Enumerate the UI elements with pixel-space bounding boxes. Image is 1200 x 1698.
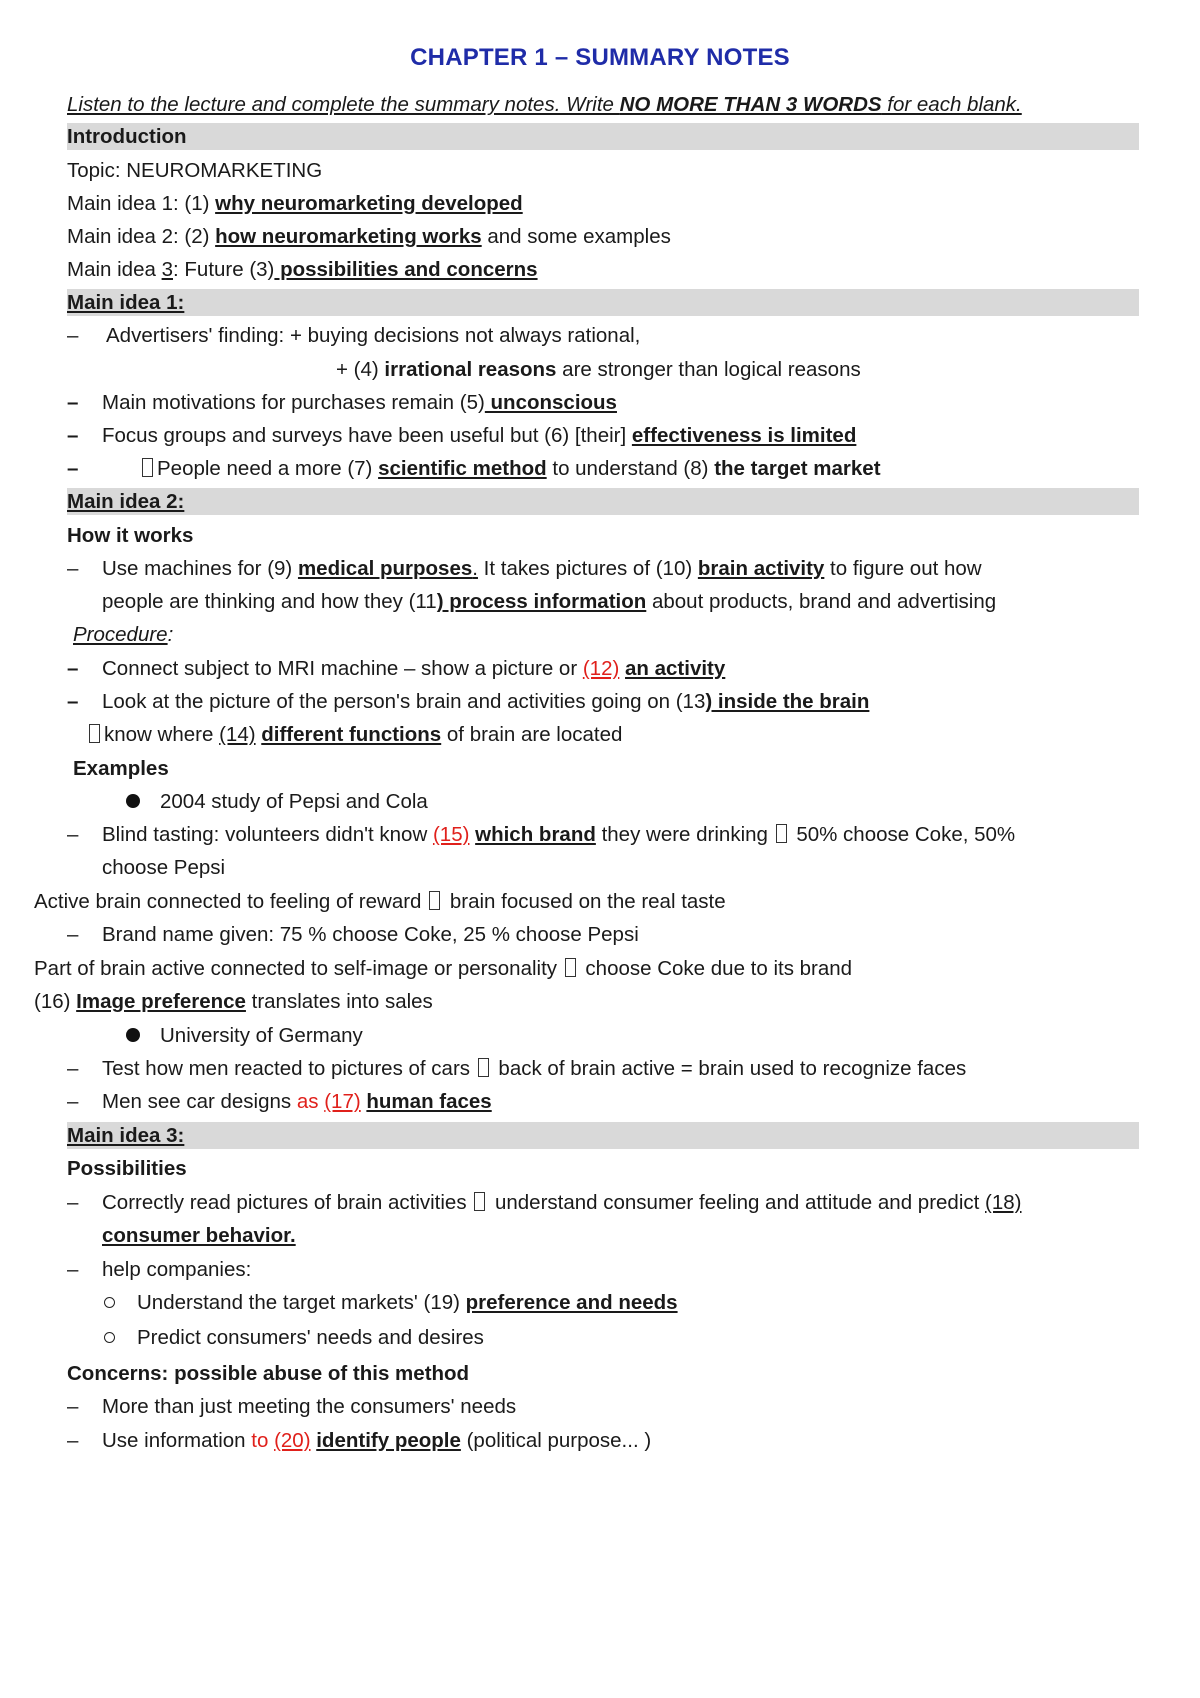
main2-line2: people are thinking and how they (11) process information about products, brand and advertising — [102, 590, 997, 613]
answer-18: consumer behavior. — [102, 1224, 296, 1247]
answer-15: which brand — [475, 823, 596, 846]
heading-introduction: Introduction — [67, 125, 187, 148]
arrow-placeholder-icon — [89, 724, 100, 743]
circle-bullet-icon — [104, 1297, 115, 1308]
main2-line1: – Use machines for (9) medical purposes. It takes pictures of (10) brain activity to figure out how — [67, 557, 982, 580]
intro-idea3: Main idea 3: Future (3) possibilities and concerns — [67, 258, 538, 281]
answer-10: brain activity — [697, 557, 825, 580]
section-band-main1 — [67, 289, 1139, 316]
bullet-icon — [126, 1028, 140, 1042]
bullet-icon — [126, 794, 140, 808]
section-band-introduction — [67, 123, 1139, 150]
answer-3: possibilities and concerns — [274, 258, 538, 281]
concern-line1: – More than just meeting the consumers' needs — [67, 1395, 517, 1418]
arrow-placeholder-icon — [478, 1058, 489, 1077]
arrow-placeholder-icon — [142, 458, 153, 477]
example-line-self-image: Part of brain active connected to self-image or personality choose Coke due to its brand — [34, 957, 853, 980]
intro-idea2: Main idea 2: (2) how neuromarketing works and some examples — [67, 225, 671, 248]
answer-5: unconscious — [484, 391, 617, 414]
procedure-line3: know where (14) different functions of brain are located — [87, 721, 622, 749]
procedure-label: Procedure: — [73, 623, 174, 646]
arrow-placeholder-icon — [776, 824, 787, 843]
answer-4: irrational reasons — [384, 358, 557, 381]
main3-subitem1: Understand the target markets' (19) preference and needs — [104, 1289, 678, 1317]
example-line-active-brain: Active brain connected to feeling of reward brain focused on the real taste — [34, 890, 726, 913]
example-bullet-1: 2004 study of Pepsi and Cola — [126, 788, 428, 816]
example-line-cars: – Test how men reacted to pictures of cars back of brain active = brain used to recognize faces — [67, 1057, 967, 1080]
arrow-placeholder-icon — [429, 891, 440, 910]
example-line-image-preference: (16) Image preference translates into sales — [34, 990, 433, 1013]
concern-line2: – Use information to (20) identify people (political purpose... ) — [67, 1429, 652, 1452]
heading-main-idea-3: Main idea 3: — [67, 1124, 185, 1147]
heading-main-idea-2: Main idea 2: — [67, 490, 185, 513]
instruction-line: Listen to the lecture and complete the summary notes. Write NO MORE THAN 3 WORDS for each blank. — [67, 93, 1022, 116]
main1-line1: – Advertisers' finding: + buying decisions not always rational, — [67, 324, 641, 347]
main3-subitem2: Predict consumers' needs and desires — [104, 1324, 484, 1352]
topic-line: Topic: NEUROMARKETING — [67, 159, 323, 182]
answer-11: ) process information — [436, 590, 647, 613]
procedure-line1: – Connect subject to MRI machine – show a picture or (12) an activity — [67, 657, 726, 680]
answer-20: identify people — [316, 1429, 461, 1452]
arrow-placeholder-icon — [565, 958, 576, 977]
subheading-possibilities: Possibilities — [67, 1157, 187, 1180]
section-band-main3 — [67, 1122, 1139, 1149]
answer-14: different functions — [261, 723, 442, 746]
answer-19: preference and needs — [465, 1291, 678, 1314]
arrow-placeholder-icon — [474, 1192, 485, 1211]
answer-2: how neuromarketing works — [215, 225, 482, 248]
heading-main-idea-1: Main idea 1: — [67, 291, 185, 314]
example-bullet-2: University of Germany — [126, 1022, 363, 1050]
answer-13: ) inside the brain — [705, 690, 870, 713]
procedure-line2: – Look at the picture of the person's brain and activities going on (13) inside the brain — [67, 690, 870, 713]
answer-17: human faces — [366, 1090, 492, 1113]
main1-line2: + (4) irrational reasons are stronger than logical reasons — [336, 358, 861, 381]
main1-line3: – Main motivations for purchases remain (5) unconscious — [67, 391, 617, 414]
answer-16: Image preference — [76, 990, 246, 1013]
page-title: CHAPTER 1 – SUMMARY NOTES — [410, 44, 790, 71]
main3-line1: – Correctly read pictures of brain activities understand consumer feeling and attitude and predict (18) — [67, 1191, 1022, 1214]
circle-bullet-icon — [104, 1332, 115, 1343]
example-line-brand-name: – Brand name given: 75 % choose Coke, 25 % choose Pepsi — [67, 923, 639, 946]
intro-idea1: Main idea 1: (1) why neuromarketing developed — [67, 192, 523, 215]
answer-8: the target market — [714, 457, 881, 480]
answer-1: why neuromarketing developed — [215, 192, 523, 215]
subheading-how-it-works: How it works — [67, 524, 194, 547]
main3-line2: – help companies: — [67, 1258, 252, 1281]
section-band-main2 — [67, 488, 1139, 515]
main1-line4: – Focus groups and surveys have been useful but (6) [their] effectiveness is limited — [67, 424, 857, 447]
example-line-human-faces: – Men see car designs as (17) human faces — [67, 1090, 492, 1113]
answer-7: scientific method — [378, 457, 547, 480]
answer-12: an activity — [625, 657, 726, 680]
main1-line5: – People need a more (7) scientific method to understand (8) the target market — [67, 457, 881, 480]
answer-6: effectiveness is limited — [631, 424, 857, 447]
answer-9: medical purposes — [297, 557, 473, 580]
subheading-examples: Examples — [73, 757, 169, 780]
example-line-choose-pepsi: choose Pepsi — [102, 856, 226, 879]
example-line-blind-tasting: – Blind tasting: volunteers didn't know (15) which brand they were drinking 50% choose Coke, 50% — [67, 823, 1016, 846]
subheading-concerns: Concerns: possible abuse of this method — [67, 1362, 470, 1385]
